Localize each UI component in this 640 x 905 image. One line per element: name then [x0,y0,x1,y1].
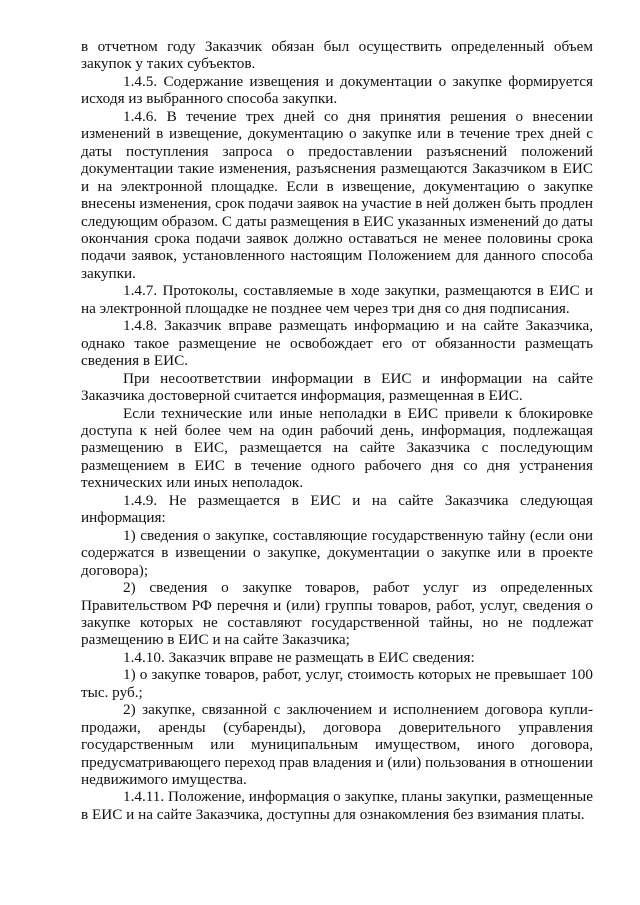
paragraph-technical-issues: Если технические или иные неполадки в ЕИС привели к блокировке доступа к ней более чем на один рабочий день, информация, подлежащая размещению в ЕИС, размещается на сайте Заказчика с последующим размещением в ЕИС в течение одного рабочего дня со дня устранения технических или иных неполадок. [81,404,593,492]
paragraph-continuation: в отчетном году Заказчик обязан был осуществить определенный объем закупок у таких субъектов. [81,38,593,73]
list-item-1-4-9-1: 1) сведения о закупке, составляющие государственную тайну (если они содержатся в извещении о закупке, документации о закупке или в проекте договора); [81,526,593,579]
paragraph-1-4-7: 1.4.7. Протоколы, составляемые в ходе закупки, размещаются в ЕИС и на электронной площадке не позднее чем через три дня со дня подписания. [81,282,593,317]
paragraph-1-4-9: 1.4.9. Не размещается в ЕИС и на сайте Заказчика следующая информация: [81,491,593,527]
paragraph-1-4-10: 1.4.10. Заказчик вправе не размещать в ЕИС сведения: [123,648,475,666]
paragraph-1-4-8: 1.4.8. Заказчик вправе размещать информацию и на сайте Заказчика, однако такое размещение не освобождает его от обязанности размещать сведения в ЕИС. [81,317,593,370]
document-page [81,38,593,823]
list-item-1-4-9-2: 2) сведения о закупке товаров, работ услуг из определенных Правительством РФ перечня и (или) группы товаров, работ, услуг, сведения о закупке которых не составляют государственной тайны, но не подлежат размещению в ЕИС и на сайте Заказчика; [81,579,593,649]
paragraph-mismatch: При несоответствии информации в ЕИС и информации на сайте Заказчика достоверной считается информация, размещенная в ЕИС. [81,369,593,405]
list-item-1-4-10-1: 1) о закупке товаров, работ, услуг, стоимость которых не превышает 100 тыс. руб.; [81,666,593,701]
paragraph-1-4-5: 1.4.5. Содержание извещения и документации о закупке формируется исходя из выбранного способа закупки. [81,72,593,108]
list-item-1-4-10-2: 2) закупке, связанной с заключением и исполнением договора купли-продажи, аренды (субаренды), договора доверительного управления государственным или муниципальным имуществом, иного договора, предусматривающего переход прав владения и (или) пользования в отношении недвижимого имущества. [81,701,593,789]
paragraph-1-4-6: 1.4.6. В течение трех дней со дня принятия решения о внесении изменений в извещение, документацию о закупке или в течение трех дней с даты поступления запроса о предоставлении разъяснений положений документации такие изменения, разъяснения размещаются Заказчиком в ЕИС и на электронной площадке. Если в извещение, документацию о закупке внесены изменения, срок подачи заявок на участие в ней должен быть продлен следующим образом. С даты размещения в ЕИС указанных изменений до даты окончания срока подачи заявок должно оставаться не менее половины срока подачи заявок, установленного настоящим Положением для данного способа закупки. [81,107,593,282]
paragraph-1-4-11: 1.4.11. Положение, информация о закупке, планы закупки, размещенные в ЕИС и на сайте Заказчика, доступны для ознакомления без взимания платы. [81,788,593,823]
